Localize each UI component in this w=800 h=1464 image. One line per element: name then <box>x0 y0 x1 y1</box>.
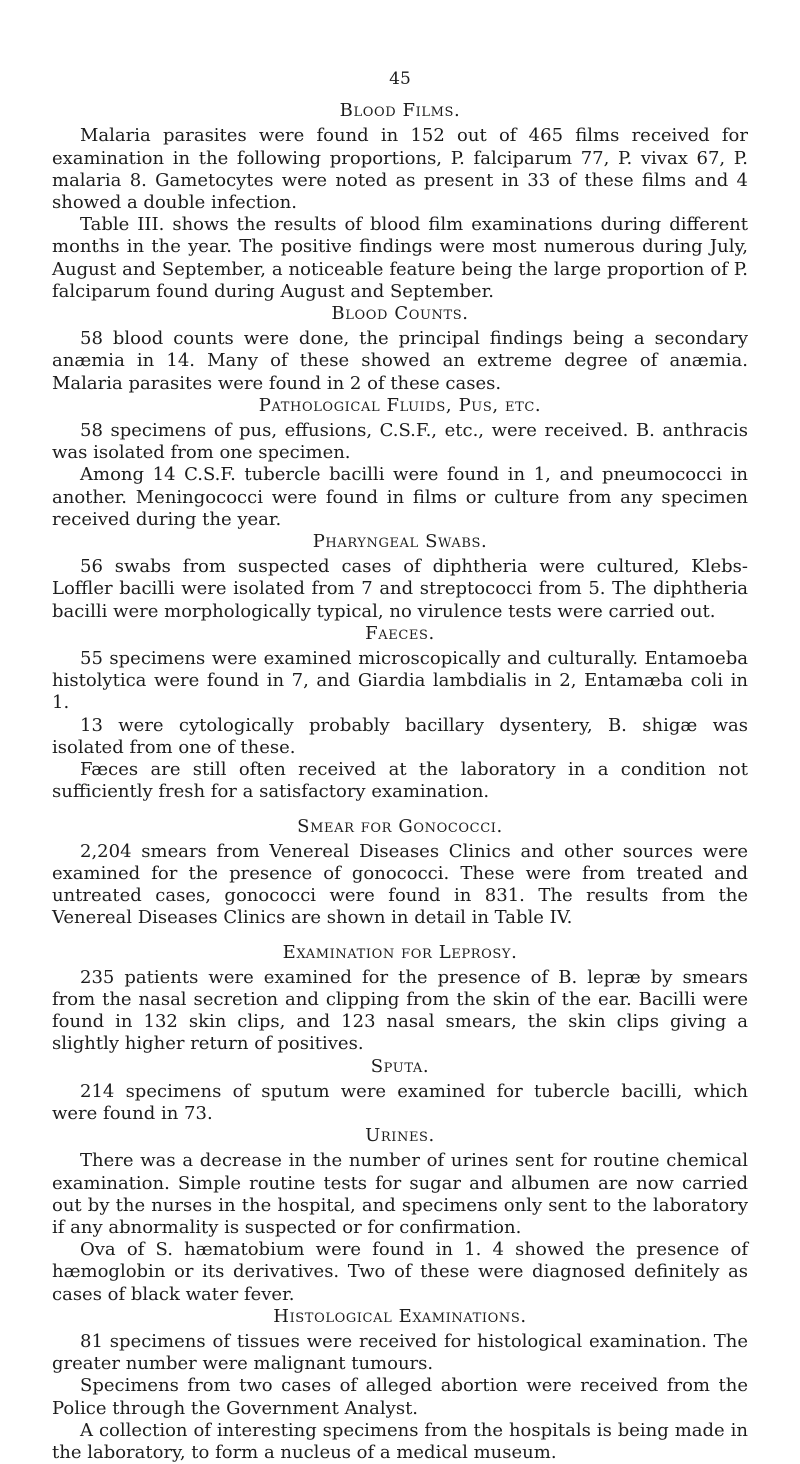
paragraph: 58 specimens of pus, effusions, C.S.F., etc., were received. B. anthracis was isolated from one specimen. <box>52 420 748 464</box>
paragraph: Table III. shows the results of blood film examinations during different months in the year. The positive findings were most numerous during July, August and September, a noticeable feature being the large proportion of P. falciparum found during August and September. <box>52 214 748 302</box>
section <box>52 100 748 303</box>
paragraph: 55 specimens were examined microscopically and culturally. Entamoeba histolytica were found in 7, and Giardia lambdialis in 2, Entamæba coli in 1. <box>52 648 748 714</box>
section-heading: Sputa. <box>370 1055 430 1077</box>
paragraph: 2,204 smears from Venereal Diseases Clinics and other sources were examined for the presence of gonococci. These were from treated and untreated cases, gonococci were found in 831. The results from the Venereal Diseases Clinics are shown in detail in Table IV. <box>52 840 748 929</box>
paragraph: 235 patients were examined for the presence of B. lepræ by smears from the nasal secretion and clipping from the skin of the ear. Bacilli were found in 132 skin clips, and 123 nasal smears, the skin clips giving a slightly higher return of positives. <box>52 966 748 1055</box>
section <box>52 942 748 1056</box>
section-heading: Pharyngeal Swabs. <box>312 531 488 553</box>
section <box>52 395 748 531</box>
section <box>52 1125 748 1306</box>
section <box>52 303 748 395</box>
section <box>52 623 748 804</box>
paragraph: Ova of S. hæmatobium were found in 1. 4 showed the presence of hæmoglobin or its derivatives. Two of these were diagnosed definitely as cases of black water fever. <box>52 1239 748 1305</box>
section-heading: Blood Films. <box>339 100 461 122</box>
section <box>52 1306 748 1464</box>
paragraph: Among 14 C.S.F. tubercle bacilli were found in 1, and pneumococci in another. Meningococci were found in films or culture from any specimen received during the year. <box>52 464 748 530</box>
paragraph: There was a decrease in the number of urines sent for routine chemical examination. Simple routine tests for sugar and albumen are now carried out by the nurses in the hospital, and specimens only sent to the laboratory if any abnormality is suspected or for confirmation. <box>52 1150 748 1238</box>
paragraph: A collection of interesting specimens from the hospitals is being made in the laboratory, to form a nucleus of a medical museum. <box>52 1419 748 1463</box>
paragraph: Malaria parasites were found in 152 out of 465 films received for examination in the following proportions, P. falciparum 77, P. vivax 67, P. malaria 8. Gametocytes were noted as present in 33 of these films and 4 showed a double infection. <box>52 125 748 214</box>
document-body <box>52 100 748 1464</box>
page-number: 45 <box>389 69 411 89</box>
section-heading: Blood Counts. <box>331 303 469 325</box>
paragraph: 58 blood counts were done, the principal findings being a secondary anæmia in 14. Many of these showed an extreme degree of anæmia. Malaria parasites were found in 2 of these cases. <box>52 328 748 394</box>
section-heading: Urines. <box>365 1125 435 1147</box>
section-heading: Faeces. <box>365 622 435 644</box>
document-page <box>52 68 748 1464</box>
paragraph: 13 were cytologically probably bacillary dysentery, B. shigæ was isolated from one of these. <box>52 714 748 758</box>
paragraph: 81 specimens of tissues were received for histological examination. The greater number were malignant tumours. <box>52 1330 748 1375</box>
paragraph: Specimens from two cases of alleged abortion were received from the Police through the Government Analyst. <box>52 1375 748 1419</box>
section <box>52 1056 748 1126</box>
section-heading: Pathological Fluids, Pus, etc. <box>258 394 542 416</box>
paragraph: 214 specimens of sputum were examined for tubercle bacilli, which were found in 73. <box>52 1080 748 1124</box>
section <box>52 531 748 623</box>
section-heading: Examination for Leprosy. <box>282 941 518 963</box>
section-heading: Histological Examinations. <box>273 1305 527 1327</box>
paragraph: 56 swabs from suspected cases of diphtheria were cultured, Klebs-Loffler bacilli were isolated from 7 and streptococci from 5. The diphtheria bacilli were morphologically typical, no virulence tests were carried out. <box>52 556 748 622</box>
section-heading: Smear for Gonococci. <box>297 815 503 837</box>
section <box>52 816 748 930</box>
paragraph: Fæces are still often received at the laboratory in a condition not sufficiently fresh for a satisfactory examination. <box>52 759 748 803</box>
